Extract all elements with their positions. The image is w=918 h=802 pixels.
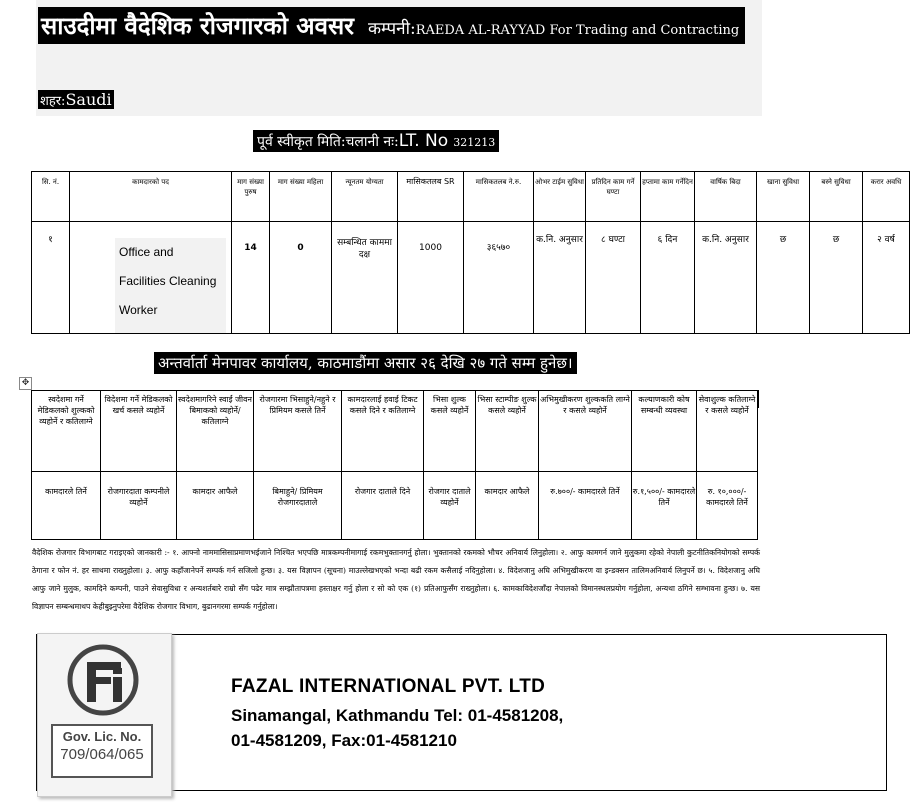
license-number: 709/064/065 — [60, 746, 144, 763]
jobs-header-row — [32, 172, 910, 222]
jobs-table — [31, 171, 910, 334]
cost-value-cell: रोजगार दाताले व्यहोर्ने — [424, 472, 476, 540]
jobs-data-row — [32, 222, 910, 334]
jobs-header-cell: माग संख्या महिला — [270, 172, 332, 222]
department-notes: वैदेशिक रोजगार विभागबाट गराइएको जानकारी :- १. आफ्नो नाममासिसाप्रमाणभईजाने निश्चित भएपछि मात्रकम्पनीमागाई रकमभुक्तानगर्नु होला। भुक्तानको रकमको भौचर अनिवार्य लिनुहोला। २. आफु कामगर्न जाने मुलुकमा रहेको नेपाली कुटनीतिकनियोगको सम्पर्क ठेगाना र फोन नं. हर साथमा राख्नुहोला। ३. आफु कहाँजानेपर्ने सम्पर्क गर्न सजिलो हुन्छ। ३. यस विज्ञापन (सूचना) माउल्लेखभएको भन्दा बढी रकम कसैलाई नदिनुहोला। ४. विदेशजानु अघि अभिमुखीकरण वा इन्डक्सन तालिमअनिवार्य लिनुपर्ने छ। ५. विदेशजानु अघि आफु जाने मुलुक, कामदिने कम्पनी, पाउने सेवासुविधा र अन्यशर्तबारे राम्रो सँग पढेर मात्र सम्झौतापत्रमा हस्ताक्षर गर्नु होला र सो को एक (१) प्रतिआफुसँग राख्नुहोला। ६. कामकाविदेशजाँदा नेपालको विमानस्थलप्रयोग गर्नुहोला, अन्यथा ठगिने सम्भावना हुन्छ। ७. यस विज्ञापन सम्बन्धमाथप केहीबुझ्नुपरेमा वैदेशिक रोजगार विभाग, बुढानगरमा सम्पर्क गर्नुहोला। — [32, 548, 760, 611]
approval-line — [253, 130, 499, 152]
company-name: RAEDA AL-RAYYAD For Trading and Contracting — [415, 23, 740, 38]
cost-header-cell: कामदारलाई हवाई टिकट कसले दिने र कतिलाग्ने — [342, 391, 424, 472]
company-label: कम्पनी: — [368, 19, 416, 39]
cost-value-cell: कामदारले तिर्ने — [32, 472, 101, 540]
jobs-header-cell: खाना सुविधा — [757, 172, 810, 222]
jobs-header-cell: माग संख्या पुरुष — [232, 172, 270, 222]
position-cell — [70, 222, 232, 334]
position-title: Office and Facilities Cleaning Worker — [115, 238, 226, 333]
jobs-header-cell: मासिकतलब ने.रु. — [464, 172, 534, 222]
jobs-header-cell: बस्ने सुविधा — [810, 172, 863, 222]
jobs-header-cell: करार अवधि — [863, 172, 910, 222]
cost-value-cell: रोजगारदाता कम्पनीले व्यहोर्ने — [101, 472, 177, 540]
cost-table — [31, 390, 758, 540]
salary-npr: ३६५७० — [464, 222, 534, 334]
jobs-header-cell: सि. नं. — [32, 172, 70, 222]
overtime: क.नि. अनुसार — [534, 222, 586, 334]
jobs-header-cell: मासिकतलब SR — [398, 172, 464, 222]
agency-address-line1: Sinamangal, Kathmandu Tel: 01-4581208, — [231, 706, 564, 725]
salary-sr: 1000 — [398, 222, 464, 334]
cost-header-cell: भिसा स्टाम्पीङ शुल्क कसले व्यहोर्ने — [476, 391, 539, 472]
jobs-header-cell: ओभर टाईम सुविधा — [534, 172, 586, 222]
license-label: Gov. Lic. No. — [62, 729, 142, 744]
cost-header-cell: स्वदेशमा गर्ने मेडिकलको शुल्कको व्यहोर्ने र कतिलाग्ने — [32, 391, 101, 472]
jobs-header-cell: न्यूनतम योग्यता — [332, 172, 398, 222]
license-box — [51, 724, 153, 778]
interview-notice: अन्तर्वार्ता मेनपावर कार्यालय, काठमाडौंमा असार २६ देखि २७ गते सम्म हुनेछ। — [154, 352, 577, 374]
cost-value-cell: कामदार आफैले — [177, 472, 254, 540]
table-move-handle-icon[interactable]: ✥ — [19, 377, 32, 390]
agency-address — [231, 703, 563, 753]
cost-header-cell: विदेशमा गर्ने मेडिकलको खर्च कसले व्यहोर्ने — [101, 391, 177, 472]
cost-value-cell: रोजगार दाताले दिने — [342, 472, 424, 540]
cost-value-cell: कामदार आफैले — [476, 472, 539, 540]
demand-female: 0 — [270, 222, 332, 334]
cost-header-cell: रोजगारमा भिसाहुने/नहुने र प्रिमियम कसले तिर्ने — [254, 391, 342, 472]
cost-value-cell: रु.७००/- कामदारले तिर्ने — [539, 472, 632, 540]
work-days: ६ दिन — [641, 222, 695, 334]
fi-logo-icon — [65, 640, 141, 720]
cost-data-row — [32, 472, 758, 540]
cost-value-cell: रु. १०,०००/- कामदारले तिर्ने — [697, 472, 758, 540]
agency-name: FAZAL INTERNATIONAL PVT. LTD — [231, 676, 546, 697]
jobs-header-cell: वार्षिक बिदा — [695, 172, 757, 222]
approval-number: 321213 — [453, 136, 496, 149]
ad-title — [38, 7, 745, 44]
agency-address-line2: 01-4581209, Fax:01-4581210 — [231, 731, 457, 750]
ad-title-text: साउदीमा वैदेशिक रोजगारको अवसर — [41, 11, 354, 40]
text-cursor — [757, 390, 759, 408]
cost-header-cell: अभिमुखीकरण शुल्ककति लाग्ने र कसले व्यहोर्ने — [539, 391, 632, 472]
cost-header-cell: कल्याणकारी कोष सम्बन्धी व्यवस्था — [632, 391, 697, 472]
jobs-header-cell: प्रतिदिन काम गर्ने घण्टा — [586, 172, 641, 222]
demand-male: 14 — [232, 222, 270, 334]
jobs-header-cell: हप्तामा काम गर्नेदिन — [641, 172, 695, 222]
agency-details — [231, 676, 563, 753]
jobs-header-cell: कामदारको पद — [70, 172, 232, 222]
housing-facility: छ — [810, 222, 863, 334]
cost-header-cell: स्वदेशमागरिने स्वाईं जीवन बिमाकको व्यहोर्ने/कतिलाग्ने — [177, 391, 254, 472]
cost-header-cell: भिसा शुल्क कसले व्यहोर्ने — [424, 391, 476, 472]
city-label: शहर: — [40, 94, 66, 109]
min-qualification: सम्बन्धित काममा दक्ष — [332, 222, 398, 334]
cost-header-cell: सेवाशुल्क कतिलाग्ने र कसले व्यहोर्ने — [697, 391, 758, 472]
serial-number: १ — [32, 222, 70, 334]
agency-footer — [36, 634, 887, 791]
cost-value-cell: रु.१,५००/- कामदारले तिर्ने — [632, 472, 697, 540]
cost-header-row — [32, 391, 758, 472]
approval-label: पूर्व स्वीकृत मिति:चलानी नः: — [257, 134, 399, 150]
work-hours: ८ घण्टा — [586, 222, 641, 334]
agency-logo-card — [37, 633, 172, 797]
cost-value-cell: बिमाहुने/ प्रिमियम रोजगारदाताले — [254, 472, 342, 540]
annual-leave: क.नि. अनुसार — [695, 222, 757, 334]
food-facility: छ — [757, 222, 810, 334]
contract-period: २ वर्ष — [863, 222, 910, 334]
city-line — [38, 90, 114, 109]
approval-lt: LT. No — [398, 131, 449, 151]
city-value: Saudi — [65, 90, 112, 109]
